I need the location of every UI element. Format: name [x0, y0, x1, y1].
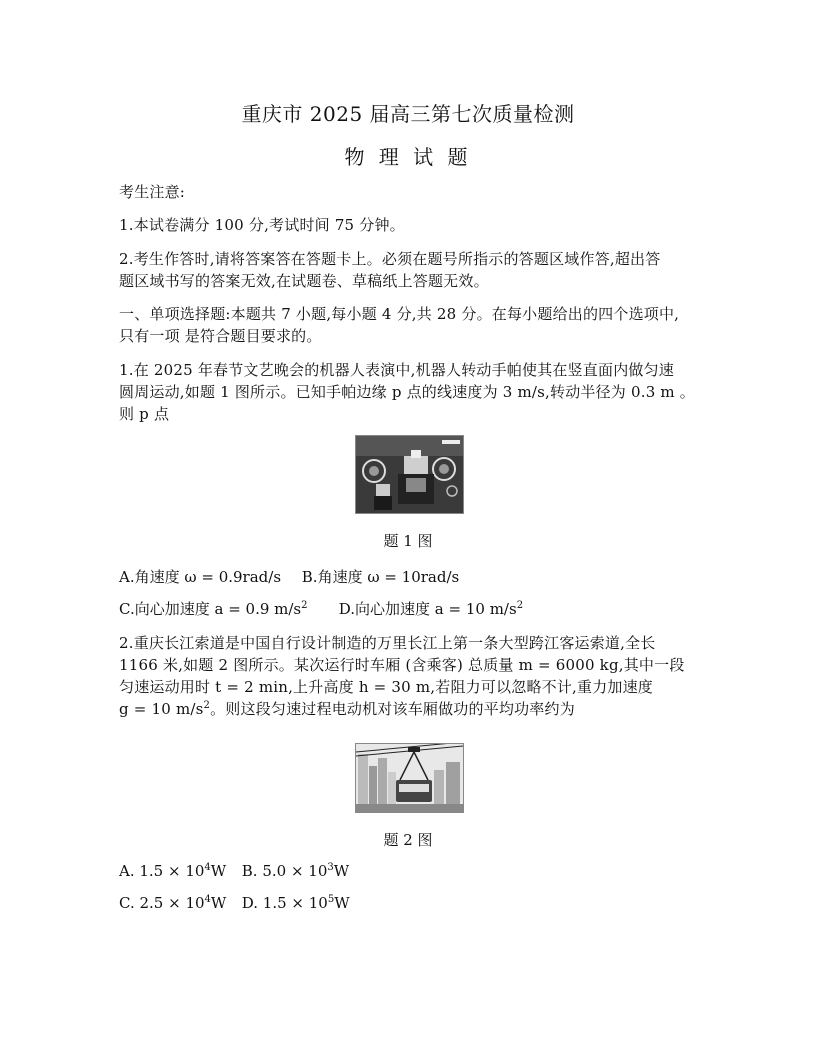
option-c: C. $2.5 \times 10^4W$ — [119, 894, 227, 912]
notice-heading: 考生注意: — [119, 183, 186, 201]
question-1-line-2: 圆周运动,如题 1 图所示。已知手帕边缘 p 点的线速度为 3 m/s,转动半径为 0.3 m 。 — [119, 383, 695, 401]
notice-item-2-line-2: 题区域书写的答案无效,在试题卷、草稿纸上答题无效。 — [119, 272, 489, 290]
figure-2-cable-car-photo — [355, 743, 464, 813]
section-heading-line-2: 只有一项 是符合题目要求的。 — [119, 327, 322, 345]
question-2-line-2: 1166 米,如题 2 图所示。某次运行时车厢 (含乘客) 总质量 m = 6000 kg,其中一段 — [119, 656, 685, 674]
option-d: D. $1.5 \times 10^5W$ — [241, 894, 350, 912]
question-1-options-row-2 — [119, 598, 523, 619]
figure-1-robot-photo — [355, 435, 464, 514]
option-d: D.向心加速度 a = 10 $m/s^2$ — [338, 600, 524, 618]
question-2-line-3: 匀速运动用时 t = 2 min,上升高度 h = 30 m,若阻力可以忽略不计,重力加速度 — [119, 678, 654, 696]
section-heading-line-1: 一、单项选择题:本题共 7 小题,每小题 4 分,共 28 分。在每小题给出的四个选项中, — [119, 305, 680, 323]
question-1-line-3: 则 p 点 — [119, 405, 170, 423]
question-2-options-row-1 — [119, 862, 349, 880]
page-subtitle: 物 理 试 题 — [344, 145, 472, 169]
option-b: B.角速度 ω = 10rad/s — [301, 568, 460, 586]
option-a: A. $1.5 \times 10^4W$ — [119, 862, 227, 880]
notice-item-1: 1.本试卷满分 100 分,考试时间 75 分钟。 — [119, 216, 405, 234]
notice-item-2-line-1: 2.考生作答时,请将答案答在答题卡上。必须在题号所指示的答题区域作答,超出答 — [119, 250, 661, 268]
question-2-line-1: 2.重庆长江索道是中国自行设计制造的万里长江上第一条大型跨江客运索道,全长 — [119, 634, 656, 652]
question-2-options-row-2 — [119, 894, 350, 912]
question-1-options-row-1 — [119, 566, 459, 587]
option-b: B. $5.0 \times 10^3W$ — [241, 862, 350, 880]
figure-2-caption: 题 2 图 — [383, 831, 433, 849]
question-1-line-1: 1.在 2025 年春节文艺晚会的机器人表演中,机器人转动手帕使其在竖直面内做匀速 — [119, 361, 674, 379]
option-a: A.角速度 ω = 0.9rad/s — [119, 568, 282, 586]
question-2-line-4: g = 10 $m/s^2$。则这段匀速过程电动机对该车厢做功的平均功率约为 — [119, 700, 575, 718]
page-title: 重庆市 2025 届高三第七次质量检测 — [241, 102, 575, 126]
option-c: C.向心加速度 a = 0.9 $m/s^2$ — [119, 600, 308, 618]
figure-1-caption: 题 1 图 — [383, 532, 433, 550]
